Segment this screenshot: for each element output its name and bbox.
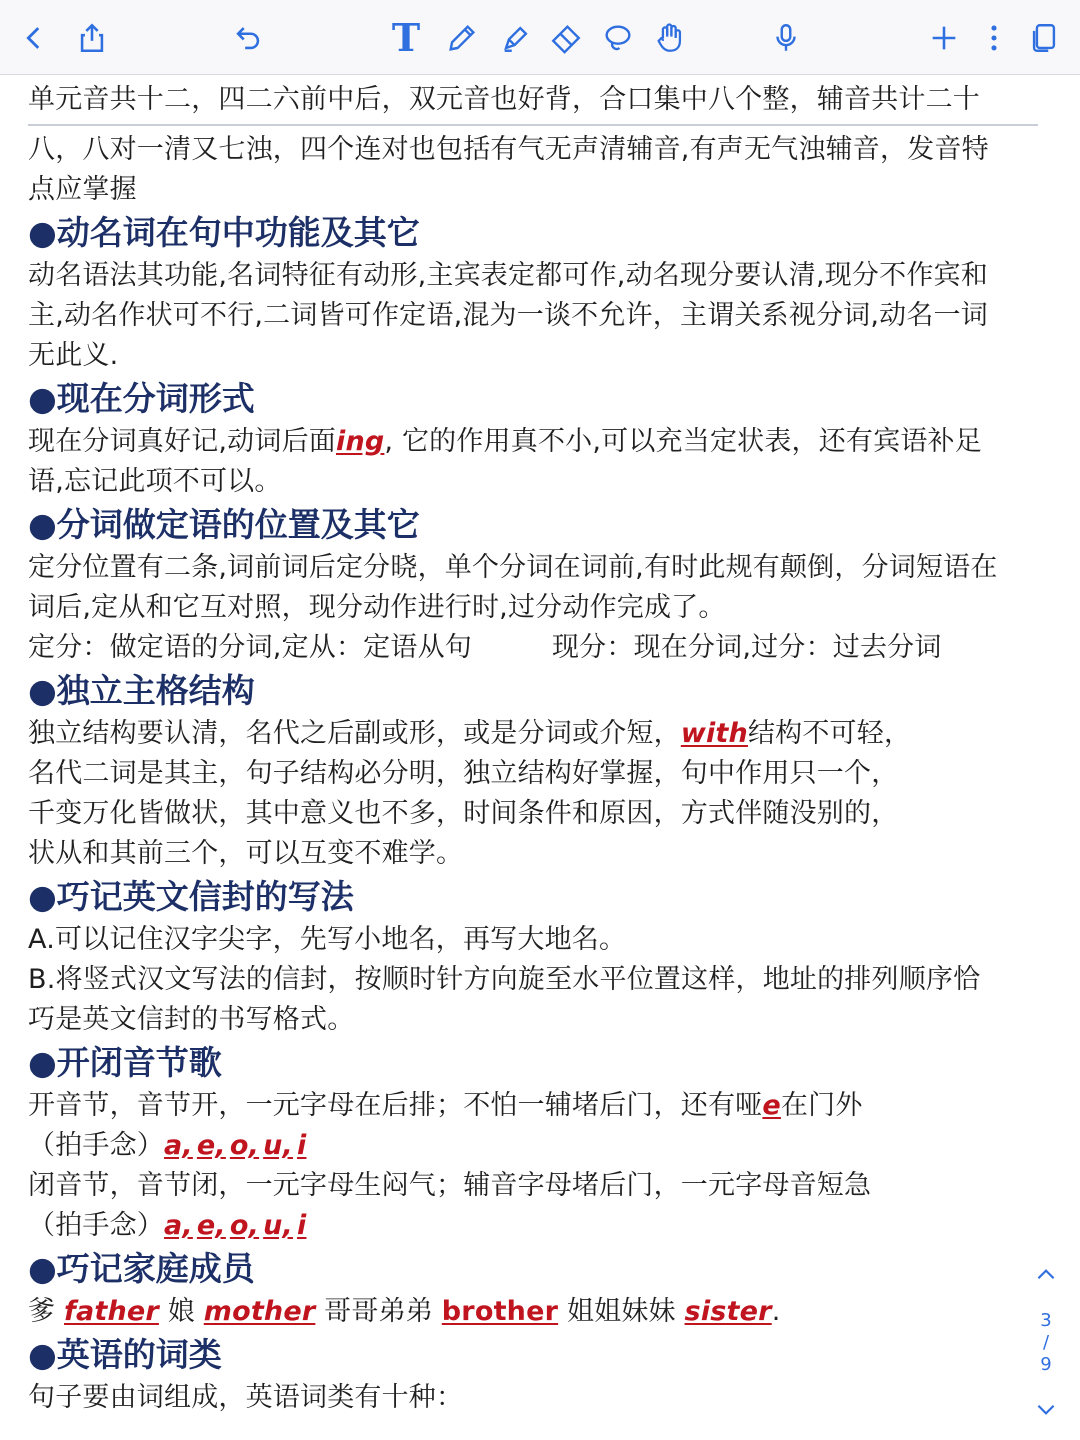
- vowel: i: [296, 1130, 307, 1161]
- back-icon[interactable]: [14, 18, 54, 58]
- chevron-up-icon[interactable]: [1026, 1262, 1066, 1293]
- vowel: u,: [263, 1130, 293, 1161]
- text-line: [28, 1086, 1038, 1126]
- highlighted-term: mother: [203, 1296, 316, 1327]
- text-line: 定分位置有二条,词前词后定分晓，单个分词在词前,有时此规有颠倒，分词短语在: [28, 552, 998, 583]
- text-run: 娘: [167, 1296, 195, 1327]
- text-line: 八，八对一清又七浊，四个连对也包括有气无声清辅音,有声无气浊辅音，发音特: [28, 134, 989, 165]
- text-run: 哥哥弟弟: [324, 1296, 433, 1327]
- text-line: 千变万化皆做状，其中意义也不多，时间条件和原因，方式伴随没别的，: [28, 798, 899, 829]
- pages-icon[interactable]: [1024, 18, 1064, 58]
- section-heading: ●分词做定语的位置及其它: [28, 505, 420, 544]
- text-run: 定分：做定语的分词,定从：定语从句: [28, 632, 472, 663]
- text-line: 句子要由词组成，英语词类有十种：: [28, 1382, 464, 1413]
- text-line: 主,动名作状可不行,二词皆可作定语,混为一谈不允许，主谓关系视分词,动名一词: [28, 300, 988, 331]
- text-line: 状从和其前三个，可以互变不难学。: [28, 838, 464, 869]
- add-icon[interactable]: [924, 18, 964, 58]
- vowel: o,: [229, 1130, 260, 1161]
- vowel: e,: [196, 1210, 226, 1241]
- text-tool-icon[interactable]: T: [391, 15, 421, 60]
- highlighted-term: e: [762, 1090, 781, 1121]
- text-run: 在门外: [780, 1090, 863, 1121]
- eraser-icon[interactable]: [546, 18, 586, 58]
- text-line: 无此义.: [28, 340, 119, 371]
- highlighted-term: father: [64, 1296, 159, 1327]
- text-line: [28, 1126, 1038, 1166]
- chevron-down-icon[interactable]: [1026, 1396, 1066, 1427]
- section-heading: ●英语的词类: [28, 1335, 222, 1374]
- text-run: , 它的作用真不小,可以充当定状表，还有宾语补足: [384, 426, 982, 457]
- undo-icon[interactable]: [228, 18, 268, 58]
- text-run: 爹: [28, 1296, 56, 1327]
- vowel: e,: [196, 1130, 226, 1161]
- highlighted-term: sister: [684, 1296, 772, 1327]
- note-page[interactable]: [28, 76, 1038, 1418]
- text-run: 姐姐妹妹: [566, 1296, 676, 1327]
- text-line: 名代二词是其主，句子结构必分明，独立结构好掌握，句中作用只一个，: [28, 758, 899, 789]
- vowel: i: [296, 1210, 307, 1241]
- text-line: 巧是英文信封的书写格式。: [28, 1004, 355, 1035]
- text-line: 单元音共十二，四二六前中后，双元音也好背，合口集中八个整，辅音共计二十: [28, 80, 1038, 126]
- section-heading: ●动名词在句中功能及其它: [28, 213, 420, 252]
- lasso-icon[interactable]: [598, 18, 638, 58]
- highlighter-icon[interactable]: [496, 18, 536, 58]
- mic-icon[interactable]: [766, 18, 806, 58]
- toolbar: [0, 0, 1080, 75]
- page-indicator: [1026, 1262, 1066, 1432]
- highlighted-term: with: [680, 718, 748, 749]
- page-total: 9: [1040, 1354, 1052, 1375]
- text-line: B.将竖式汉文写法的信封，按顺时针方向旋至水平位置这样，地址的排列顺序恰: [28, 964, 981, 995]
- hand-icon[interactable]: [650, 18, 690, 58]
- text-line: 动名语法其功能,名词特征有动形,主宾表定都可作,动名现分要认清,现分不作宾和: [28, 260, 988, 291]
- text-line: [28, 422, 1038, 462]
- text-line: 点应掌握: [28, 174, 137, 205]
- text-line: [28, 1292, 1038, 1332]
- vowel: a,: [164, 1210, 193, 1241]
- vowel: o,: [229, 1210, 260, 1241]
- text-run: .: [771, 1296, 781, 1327]
- text-line: A.可以记住汉字尖字，先写小地名，再写大地名。: [28, 924, 627, 955]
- highlighted-term: ing: [335, 426, 385, 457]
- section-heading: ●巧记英文信封的写法: [28, 877, 354, 916]
- share-icon[interactable]: [72, 18, 112, 58]
- section-heading: ●现在分词形式: [28, 379, 255, 418]
- text-run: 开音节，音节开，一元字母在后排；不怕一辅堵后门，还有哑: [28, 1090, 763, 1121]
- page-current: 3: [1040, 1310, 1052, 1331]
- more-icon[interactable]: [974, 18, 1014, 58]
- text-line: [28, 1206, 1038, 1246]
- text-run: 独立结构要认清，名代之后副或形，或是分词或介短，: [28, 718, 681, 749]
- section-heading: ●巧记家庭成员: [28, 1249, 255, 1288]
- text-run: 现在分词真好记,动词后面: [28, 426, 336, 457]
- text-line: 语,忘记此项不可以。: [28, 466, 282, 497]
- text-line: [28, 628, 1038, 668]
- section-heading: ●独立主格结构: [28, 671, 255, 710]
- vowel: u,: [263, 1210, 293, 1241]
- section-heading: ●开闭音节歌: [28, 1043, 222, 1082]
- text-line: 闭音节，音节闭，一元字母生闷气；辅音字母堵后门，一元字母音短急: [28, 1170, 872, 1201]
- text-run: 现分：现在分词,过分：过去分词: [551, 632, 942, 663]
- text-run: （拍手念）: [28, 1210, 164, 1241]
- text-run: （拍手念）: [28, 1130, 164, 1161]
- page-separator: /: [1042, 1332, 1050, 1353]
- text-line: [28, 714, 1038, 754]
- highlighted-term: brother: [441, 1296, 559, 1327]
- vowel: a,: [164, 1130, 193, 1161]
- text-run: 结构不可轻，: [747, 718, 912, 749]
- pen-icon[interactable]: [442, 18, 482, 58]
- text-line: 词后,定从和它互对照，现分动作进行时,过分动作完成了。: [28, 592, 726, 623]
